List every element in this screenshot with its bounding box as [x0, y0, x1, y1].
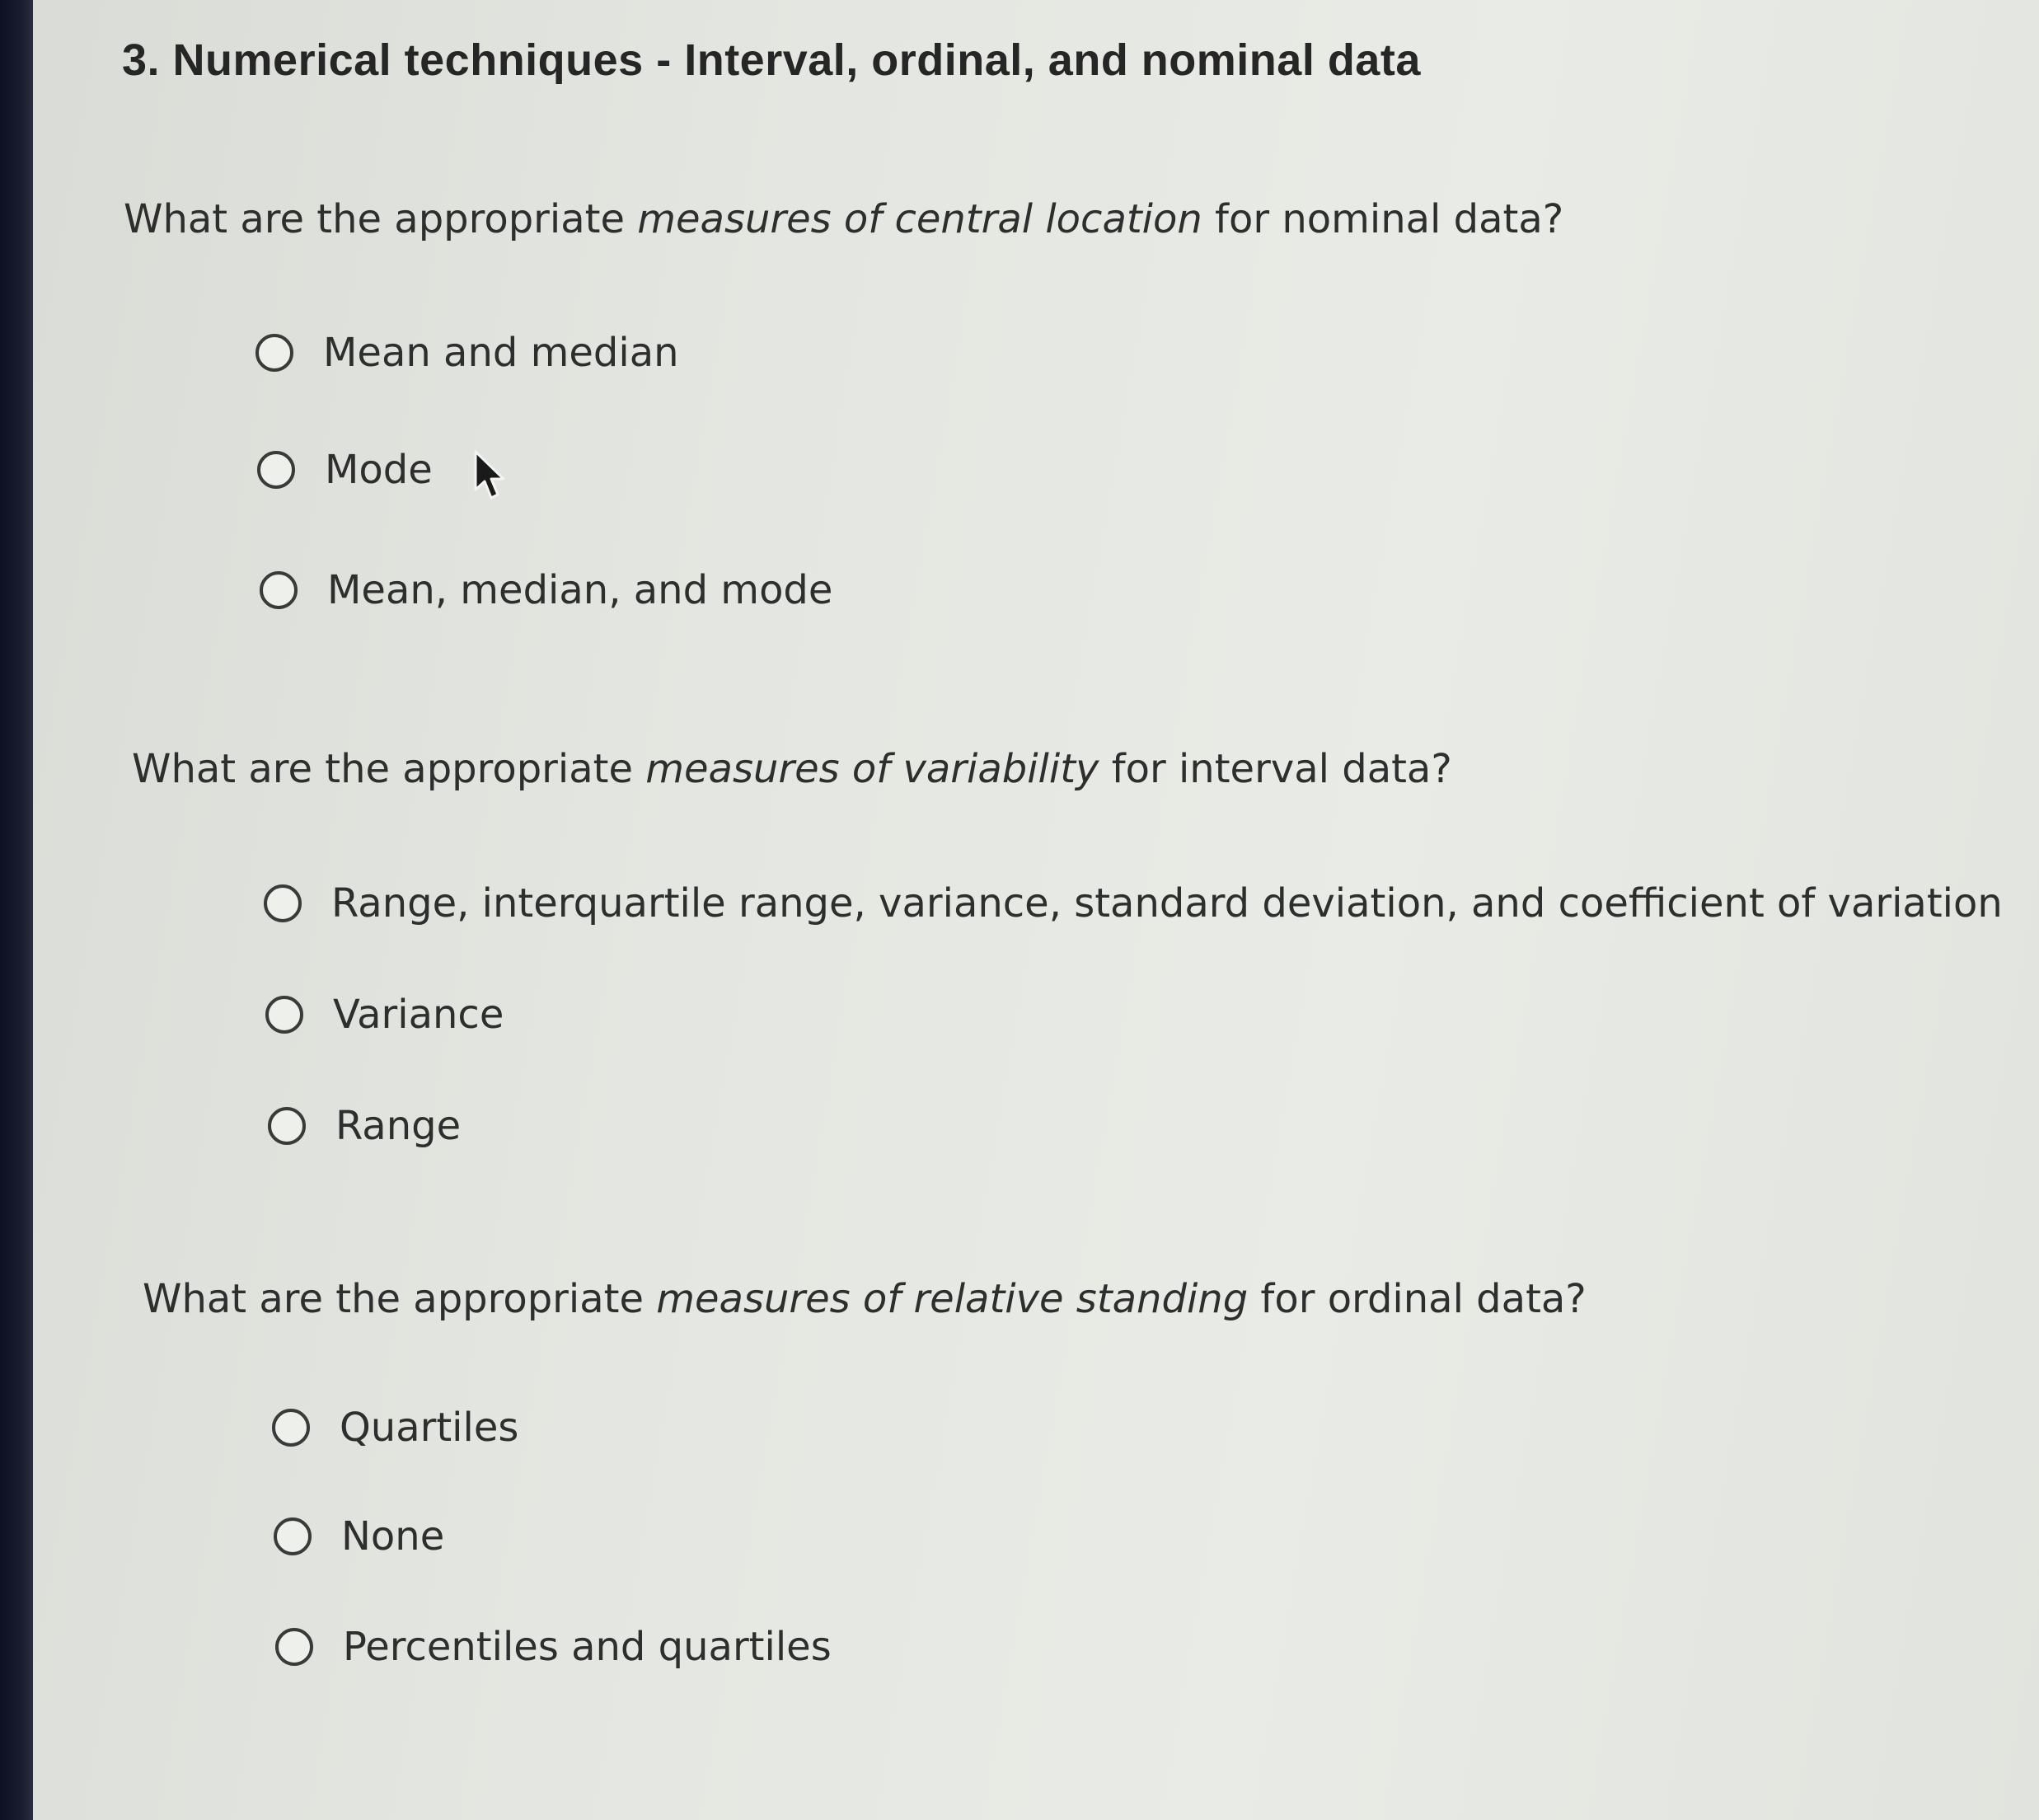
option-quartiles[interactable]	[272, 1405, 518, 1451]
option-mean-and-median[interactable]	[255, 330, 679, 376]
radio-button[interactable]	[255, 334, 293, 372]
question-prefix: What are the appropriate	[132, 746, 646, 792]
quiz-page	[33, 0, 2039, 1820]
radio-button[interactable]	[268, 1107, 306, 1145]
screen-bezel	[0, 0, 33, 1820]
option-label: Range, interquartile range, variance, standard deviation, and coefficient of variation	[331, 880, 2003, 926]
option-label: Mean and median	[323, 330, 679, 376]
option-label: Quartiles	[340, 1405, 519, 1451]
question-suffix: for interval data?	[1099, 746, 1452, 792]
question-emphasis: measures of relative standing	[656, 1276, 1249, 1322]
option-label: None	[341, 1513, 445, 1560]
question-emphasis: measures of central location	[637, 196, 1202, 242]
radio-button[interactable]	[272, 1409, 310, 1447]
option-range-iqr-variance-sd-cv[interactable]	[264, 880, 2003, 926]
question-suffix: for ordinal data?	[1248, 1276, 1587, 1322]
option-range[interactable]	[268, 1103, 461, 1149]
mouse-pointer-icon	[472, 450, 509, 503]
option-percentiles-and-quartiles[interactable]	[275, 1624, 832, 1670]
option-label: Mode	[325, 447, 433, 493]
option-mean-median-mode[interactable]	[260, 567, 832, 613]
question-suffix: for nominal data?	[1202, 196, 1564, 242]
radio-button[interactable]	[275, 1628, 313, 1666]
option-label: Variance	[333, 992, 504, 1038]
question-relative-standing	[143, 1276, 1587, 1322]
question-prefix: What are the appropriate	[124, 196, 638, 242]
option-mode[interactable]	[257, 447, 433, 493]
radio-button[interactable]	[264, 884, 302, 922]
question-prefix: What are the appropriate	[143, 1276, 657, 1322]
question-central-location	[124, 196, 1563, 242]
option-label: Percentiles and quartiles	[343, 1624, 832, 1670]
radio-button[interactable]	[257, 451, 295, 489]
radio-button[interactable]	[265, 996, 303, 1034]
option-variance[interactable]	[265, 992, 504, 1038]
option-label: Mean, median, and mode	[327, 567, 833, 613]
section-title: 3. Numerical techniques - Interval, ordinal, and nominal data	[122, 35, 1421, 85]
question-emphasis: measures of variability	[645, 746, 1099, 792]
option-label: Range	[335, 1103, 462, 1149]
radio-button[interactable]	[260, 571, 298, 609]
radio-button[interactable]	[274, 1517, 312, 1555]
option-none[interactable]	[274, 1513, 444, 1560]
question-variability	[132, 746, 1452, 792]
